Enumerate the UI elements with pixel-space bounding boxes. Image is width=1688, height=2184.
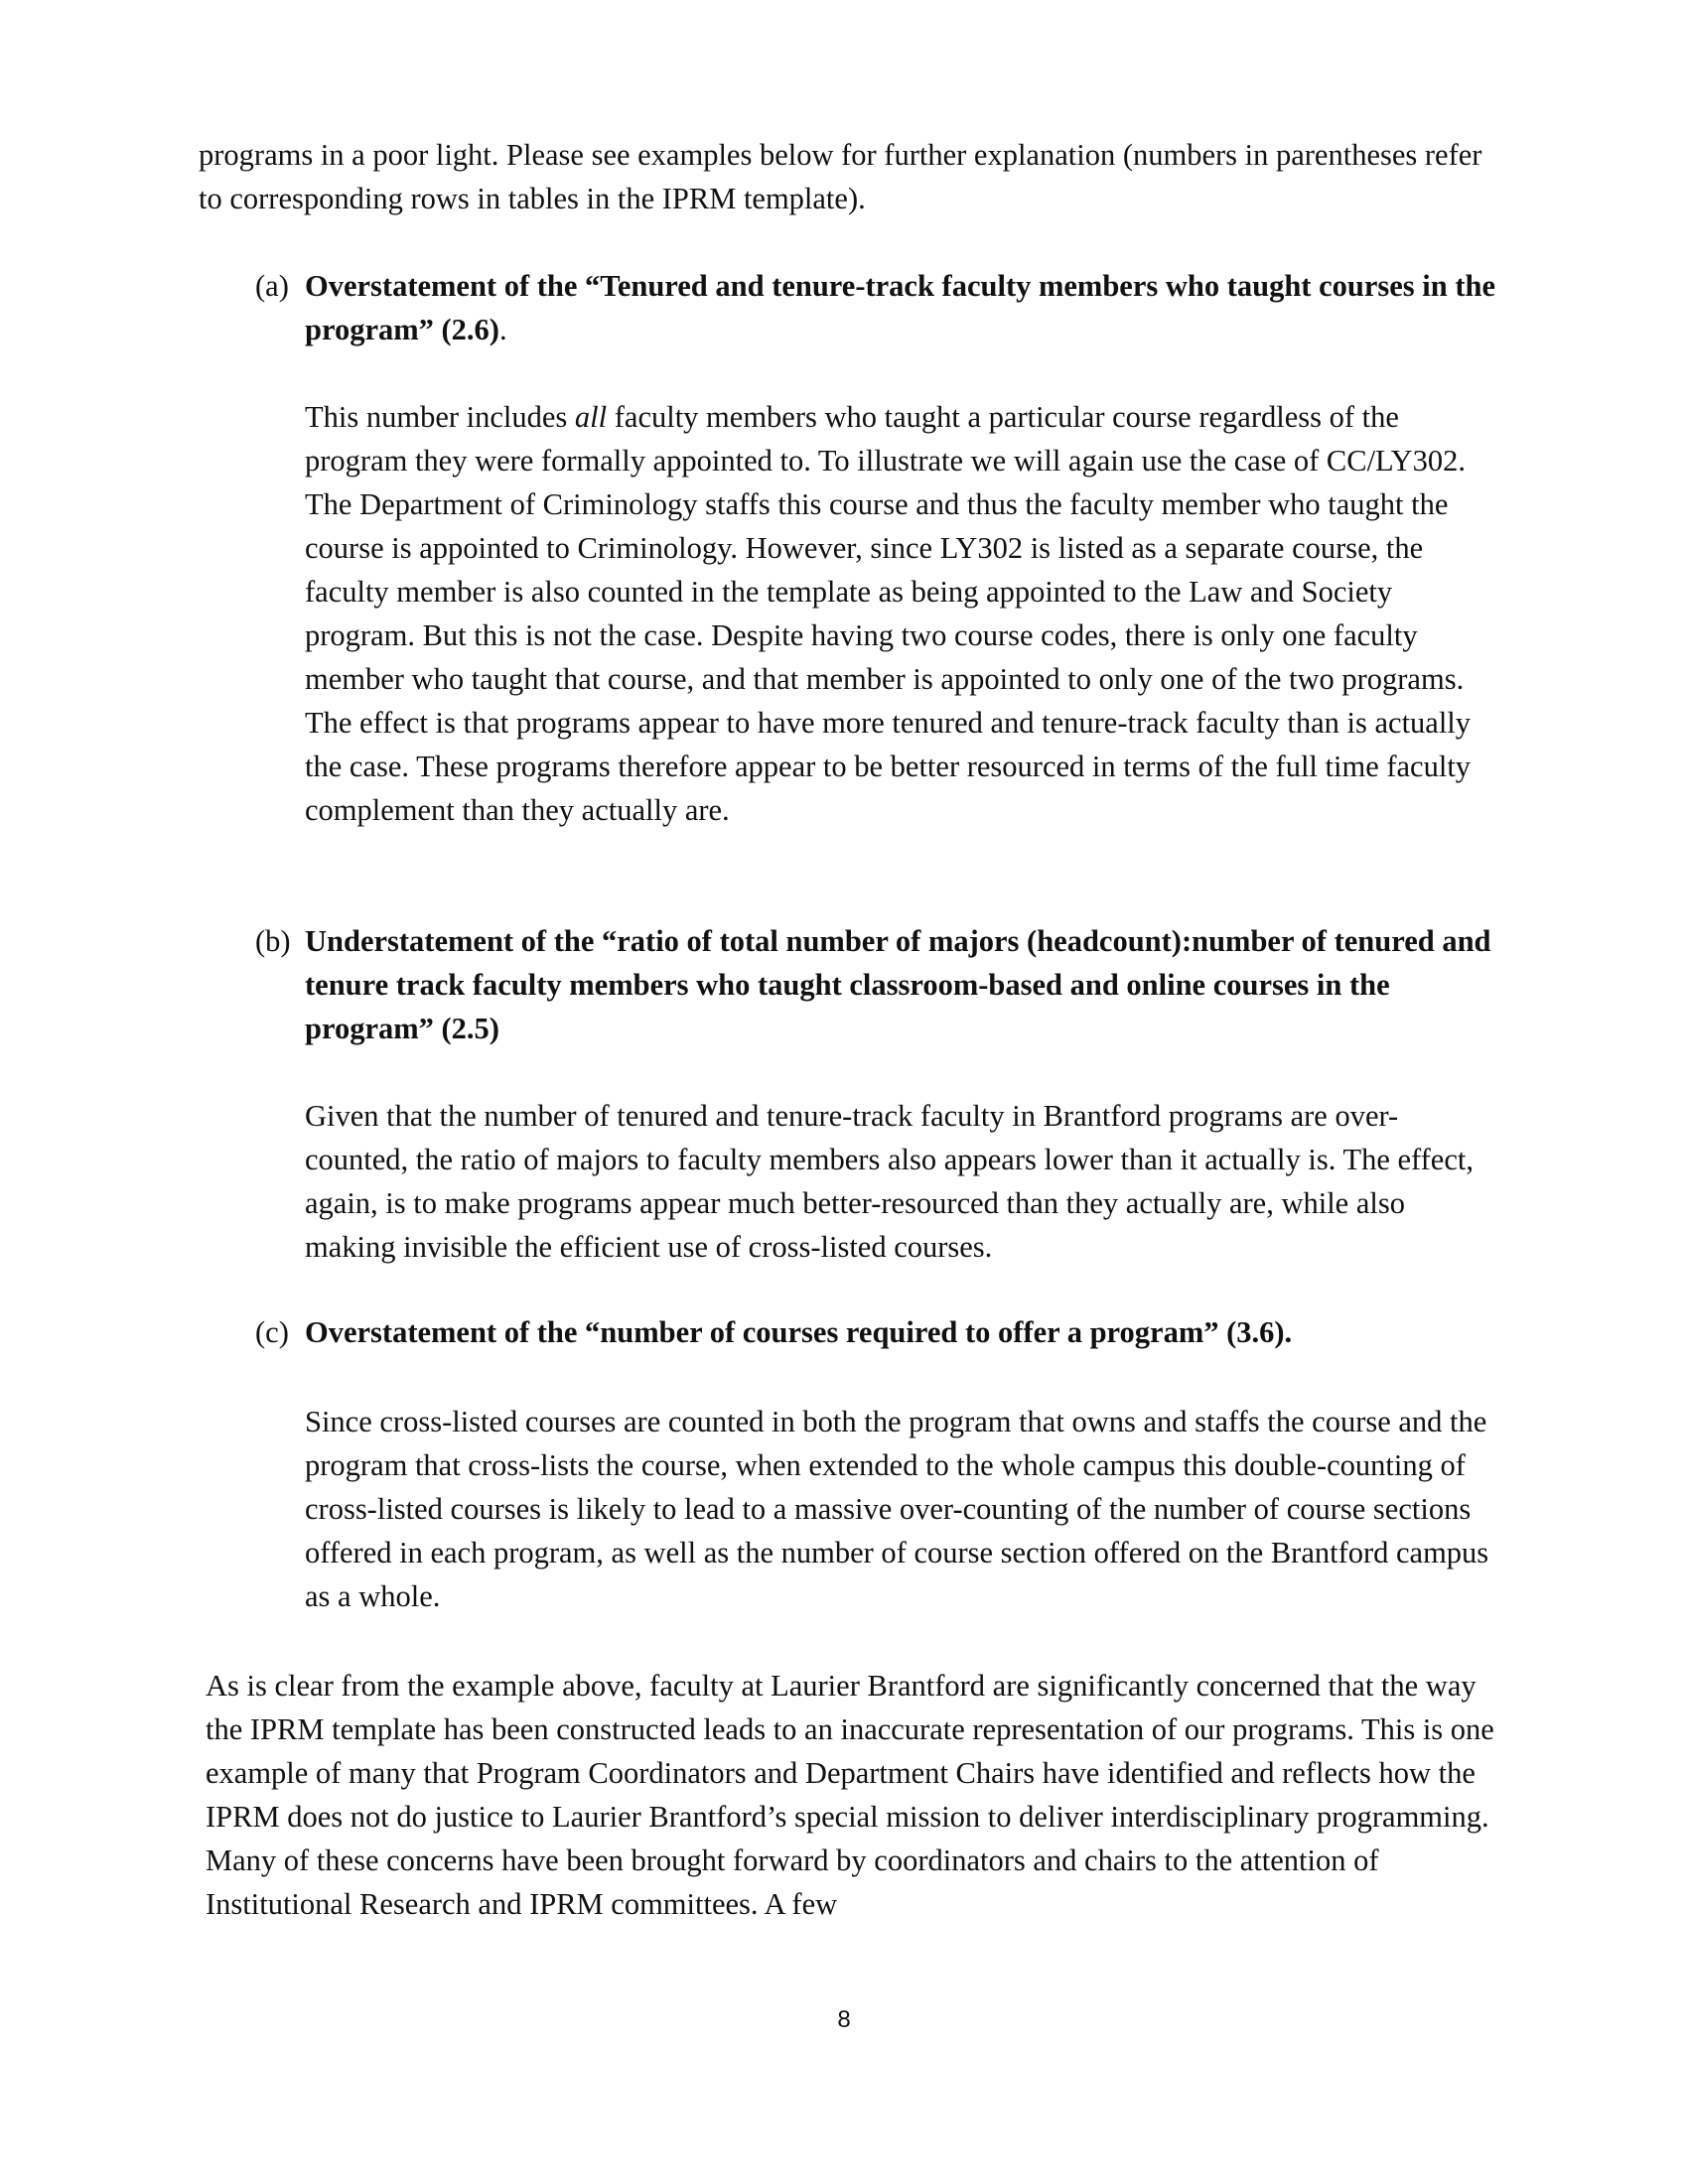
closing-paragraph: As is clear from the example above, faculty at Laurier Brantford are significantly concerned that the way the IPRM template has been constructed leads to an inaccurate representation of our programs. This is one example of many that Program Coordinators and Department Chairs have identified and reflects how the IPRM does not do justice to Laurier Brantford’s special mission to deliver interdisciplinary programming. Many of these concerns have been brought forward by coordinators and chairs to the attention of Institutional Research and IPRM committees. A few	[206, 1669, 1494, 1921]
item-a-body-rest: faculty members who taught a particular course regardless of the program they were formally appointed to. To illustrate we will again use the case of CC/LY302. The Department of Criminology staffs this course and thus the faculty member who taught the course is appointed to Criminology. However, since LY302 is listed as a separate course, the faculty member is also counted in the template as being appointed to the Law and Society program. But this is not the case. Despite having two course codes, there is only one faculty member who taught that course, and that member is appointed to only one of the two programs. The effect is that programs appear to have more tenured and tenure-track faculty than is actually the case. These programs therefore appear to be better resourced in terms of the full time faculty complement than they actually are.	[305, 400, 1472, 827]
item-b-title: Understatement of the “ratio of total number of majors (headcount):number of tenured and tenure track faculty members who taught classroom-based and online courses in the program” (2.5)	[305, 924, 1491, 1045]
item-c-title: Overstatement of the “number of courses required to offer a program” (3.6).	[305, 1315, 1293, 1349]
page-number: 8	[837, 2006, 851, 2033]
item-a-marker: (a)	[255, 269, 289, 303]
item-b-heading	[255, 919, 1506, 1050]
item-c-heading	[255, 1310, 1506, 1354]
item-b-marker: (b)	[255, 924, 291, 958]
item-c-body: Since cross-listed courses are counted in both the program that owns and staffs the course and the program that cross-lists the course, when extended to the whole campus this double-counting of cross-listed courses is likely to lead to a massive over-counting of the number of course sections offered in each program, as well as the number of course section offered on the Brantford campus as a whole.	[305, 1405, 1489, 1613]
item-a-title-tail: .	[498, 313, 507, 346]
item-a-body	[305, 395, 1496, 832]
item-a-title-text: Overstatement of the “Tenured and tenure-track faculty members who taught courses in the program” (2.6)	[305, 269, 1495, 346]
item-b-body: Given that the number of tenured and tenure-track faculty in Brantford programs are over-counted, the ratio of majors to faculty members also appears lower than it actually is. The effect, again, is to make programs appear much better-resourced than they actually are, while also making invisible the efficient use of cross-listed courses.	[305, 1099, 1474, 1264]
item-a-title	[305, 264, 1506, 351]
item-a-body-emphasis: all	[574, 400, 608, 434]
intro-paragraph: programs in a poor light. Please see examples below for further explanation (numbers in parentheses refer to corresponding rows in tables in the IPRM template).	[199, 138, 1482, 215]
item-a-heading	[255, 264, 1506, 351]
item-a-body-start: This number includes	[305, 400, 575, 434]
item-c-marker: (c)	[255, 1315, 289, 1349]
